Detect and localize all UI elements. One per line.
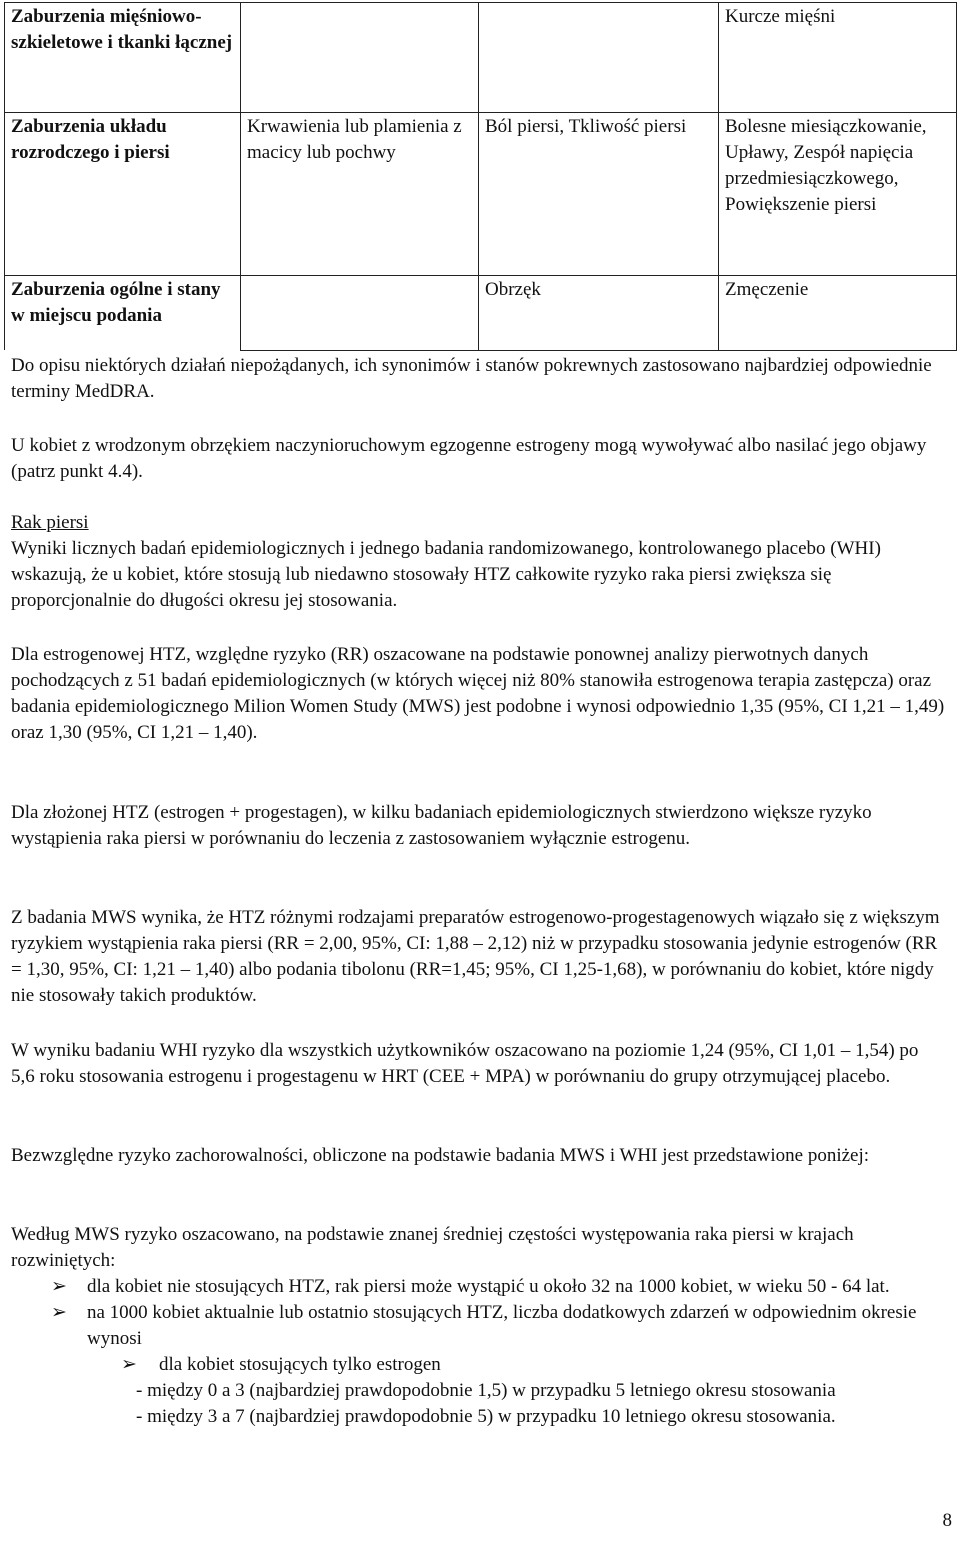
- list-item-text: na 1000 kobiet aktualnie lub ostatnio stosujących HTZ, liczba dodatkowych zdarzeń w odpowiednim okresie wynosi: [87, 1302, 917, 1349]
- table-cell: Ból piersi, Tkliwość piersi: [479, 113, 719, 276]
- table-row: [5, 3, 957, 113]
- table-cell: Krwawienia lub plamienia z macicy lub pochwy: [241, 113, 479, 276]
- list-item-text: dla kobiet stosujących tylko estrogen: [159, 1354, 441, 1375]
- soc-cell: Zaburzenia mięśniowo-szkieletowe i tkanki łącznej: [5, 3, 241, 113]
- arrow-bullet-icon: ➢: [51, 1302, 67, 1323]
- paragraph: Dla złożonej HTZ (estrogen + progestagen), w kilku badaniach epidemiologicznych stwierdzono większe ryzyko wystąpienia raka piersi w porównaniu do leczenia z zastosowaniem wyłącznie estrogenu.: [11, 802, 872, 849]
- table-cell: Zmęczenie: [719, 276, 957, 351]
- estrogen-htz-paragraph: [11, 642, 946, 746]
- dash-item-text: - między 3 a 7 (najbardziej prawdopodobnie 5) w przypadku 10 letniego okresu stosowania.: [136, 1406, 836, 1427]
- combined-htz-paragraph: [11, 800, 946, 852]
- paragraph: Do opisu niektórych działań niepożądanych, ich synonimów i stanów pokrewnych zastosowano najbardziej odpowiednie terminy MedDRA.: [11, 355, 932, 402]
- table-cell: Obrzęk: [479, 276, 719, 351]
- paragraph: U kobiet z wrodzonym obrzękiem naczynioruchowym egzogenne estrogeny mogą wywoływać albo nasilać jego objawy (patrz punkt 4.4).: [11, 435, 927, 482]
- soc-cell: Zaburzenia układu rozrodczego i piersi: [5, 113, 241, 276]
- list-item: [11, 1274, 946, 1300]
- page-number: 8: [942, 1510, 952, 1531]
- paragraph: Bezwzględne ryzyko zachorowalności, obliczone na podstawie badania MWS i WHI jest przedstawione poniżej:: [11, 1145, 870, 1166]
- mws-estimate-section: [11, 1222, 946, 1430]
- dash-item-text: - między 0 a 3 (najbardziej prawdopodobnie 1,5) w przypadku 5 letniego okresu stosowania: [136, 1380, 836, 1401]
- arrow-bullet-icon: ➢: [51, 1276, 67, 1297]
- table-cell: Bolesne miesiączkowanie, Upławy, Zespół napięcia przedmiesiączkowego, Powiększenie piersi: [719, 113, 957, 276]
- arrow-bullet-icon: ➢: [121, 1354, 137, 1375]
- bullet-list: [11, 1274, 946, 1378]
- absolute-risk-paragraph: [11, 1143, 946, 1169]
- list-item: [11, 1300, 946, 1352]
- paragraph: Z badania MWS wynika, że HTZ różnymi rodzajami preparatów estrogenowo-progestagenowych wiązało się z większym ryzykiem wystąpienia raka piersi (RR = 2,00, 95%, CI: 1,88 – 2,12) niż w przypadku stosowania jedynie estrogenów (RR = 1,30, 95%, CI: 1,21 – 1,40) albo podania tibolonu (RR=1,45; 95%, CI 1,25-1,68), w porównaniu do kobiet, które nigdy nie stosowały takich produktów.: [11, 907, 940, 1006]
- paragraph: W wyniku badaniu WHI ryzyko dla wszystkich użytkowników oszacowano na poziomie 1,24 (95%, CI 1,01 – 1,54) po 5,6 roku stosowania estrogenu i progestagenu w HRT (CEE + MPA) w porównaniu do grupy otrzymującej placebo.: [11, 1040, 919, 1087]
- list-item: [11, 1352, 946, 1378]
- table-row: [5, 113, 957, 276]
- adverse-events-table: [4, 2, 957, 351]
- paragraph: Wyniki licznych badań epidemiologicznych i jednego badania randomizowanego, kontrolowanego placebo (WHI) wskazują, że u kobiet, które stosują lub niedawno stosowały HTZ całkowite ryzyko raka piersi zwiększa się proporcjonalnie do długości okresu jej stosowania.: [11, 538, 881, 611]
- list-item-text: dla kobiet nie stosujących HTZ, rak piersi może wystąpić u około 32 na 1000 kobiet, w wieku 50 - 64 lat.: [87, 1276, 890, 1297]
- paragraph: Według MWS ryzyko oszacowano, na podstawie znanej średniej częstości występowania raka piersi w krajach rozwiniętych:: [11, 1224, 854, 1271]
- meddra-paragraph: [11, 353, 946, 405]
- table-cell: [241, 3, 479, 113]
- whi-results-paragraph: [11, 1038, 946, 1090]
- table-cell: [241, 276, 479, 351]
- section-heading: Rak piersi: [11, 512, 89, 533]
- mws-results-paragraph: [11, 905, 946, 1009]
- paragraph: Dla estrogenowej HTZ, względne ryzyko (RR) oszacowane na podstawie ponownej analizy pierwotnych danych pochodzących z 51 badań epidemiologicznych (w których więcej niż 80% stanowiła estrogenowa terapia zastępcza) oraz badania epidemiologicznego Milion Women Study (MWS) jest podobne i wynosi odpowiednio 1,35 (95%, CI 1,21 – 1,49) oraz 1,30 (95%, CI 1,21 – 1,40).: [11, 644, 945, 743]
- table-cell: [479, 3, 719, 113]
- table-row: [5, 276, 957, 351]
- dash-item: [11, 1404, 946, 1430]
- dash-item: [11, 1378, 946, 1404]
- soc-cell: Zaburzenia ogólne i stany w miejscu podania: [5, 276, 241, 351]
- table-cell: Kurcze mięśni: [719, 3, 957, 113]
- angioedema-paragraph: [11, 433, 946, 485]
- breast-cancer-section: [11, 510, 946, 614]
